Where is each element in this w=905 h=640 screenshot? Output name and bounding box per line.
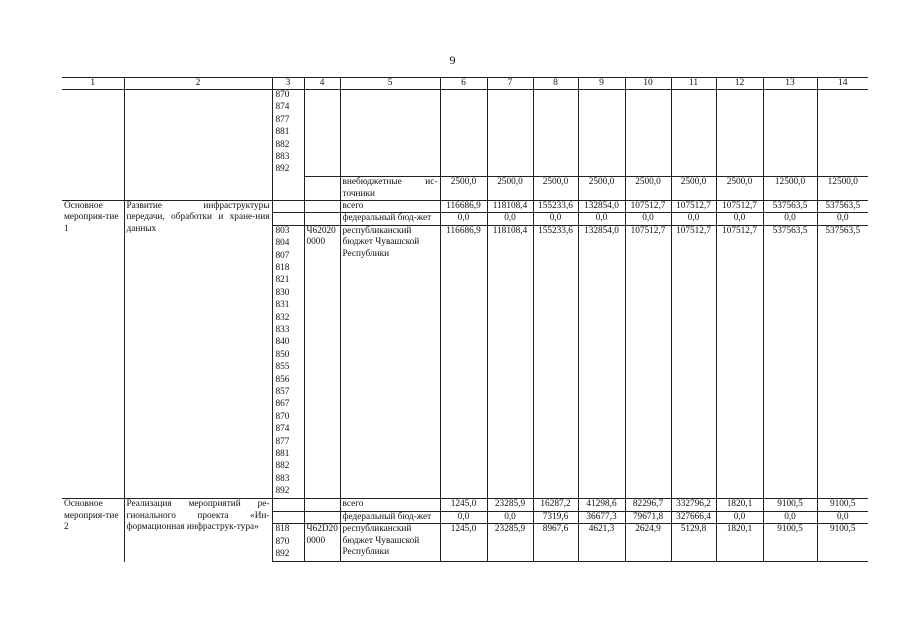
value-cell: 0,0: [716, 213, 763, 225]
budget-code: 883: [275, 151, 290, 162]
value-cell: 0,0: [763, 511, 817, 523]
budget-code: 882: [275, 461, 290, 472]
value-cell: [440, 90, 487, 177]
value-cell: 155233,6: [533, 201, 578, 213]
budget-code: 877: [275, 436, 290, 447]
column-header: 3: [272, 78, 304, 90]
column-header: 1: [62, 78, 124, 90]
value-cell: 2500,0: [625, 177, 671, 201]
value-cell: 0,0: [487, 511, 533, 523]
value-cell: 2500,0: [671, 177, 716, 201]
event-title: Развитие инфраструктуры передачи, обработки и хране-ния данных: [124, 201, 272, 499]
budget-code: 870: [275, 411, 290, 422]
budget-code: 830: [275, 287, 290, 298]
value-cell: 79671,8: [625, 511, 671, 523]
budget-code: 892: [275, 164, 290, 175]
value-cell: 537563,5: [763, 201, 817, 213]
value-cell: 0,0: [671, 213, 716, 225]
value-cell: 82296,7: [625, 499, 671, 511]
value-cell: [671, 90, 716, 177]
budget-code: 832: [275, 312, 290, 323]
value-cell: 9100,5: [817, 524, 868, 562]
value-cell: 0,0: [763, 213, 817, 225]
value-cell: 0,0: [578, 213, 625, 225]
value-cell: 107512,7: [716, 225, 763, 499]
value-cell: 36677,3: [578, 511, 625, 523]
column-header: 7: [487, 78, 533, 90]
kbk-cell: [304, 90, 340, 177]
value-cell: 12500,0: [817, 177, 868, 201]
value-cell: 0,0: [533, 213, 578, 225]
budget-code: 892: [275, 486, 290, 497]
budget-code: 874: [275, 102, 290, 113]
budget-code: 833: [275, 324, 290, 335]
budget-code: 881: [275, 448, 290, 459]
event1-total-row: [62, 201, 868, 213]
value-cell: 0,0: [817, 213, 868, 225]
column-header: 5: [340, 78, 440, 90]
value-cell: 16287,2: [533, 499, 578, 511]
budget-code: 881: [275, 127, 290, 138]
value-cell: 107512,7: [625, 201, 671, 213]
kbk-cell: [304, 213, 340, 225]
value-cell: 2624,9: [625, 524, 671, 562]
budget-table: [62, 77, 868, 562]
value-cell: 9100,5: [817, 499, 868, 511]
budget-code: 870: [275, 90, 290, 100]
value-cell: 332796,2: [671, 499, 716, 511]
value-cell: 0,0: [716, 511, 763, 523]
value-cell: 327666,4: [671, 511, 716, 523]
value-cell: 0,0: [440, 213, 487, 225]
value-cell: [763, 90, 817, 177]
value-cell: 1245,0: [440, 524, 487, 562]
budget-code: 831: [275, 300, 290, 311]
value-cell: 12500,0: [763, 177, 817, 201]
value-cell: 8967,6: [533, 524, 578, 562]
column-header: 14: [817, 78, 868, 90]
budget-code: 874: [275, 424, 290, 435]
value-cell: 4621,3: [578, 524, 625, 562]
value-cell: [817, 90, 868, 177]
event-title: Реализация мероприятий ре-гионального проекта «Ин-формационная инфраструк-тура»: [124, 499, 272, 562]
value-cell: 537563,5: [763, 225, 817, 499]
event-label-cell: [62, 90, 124, 177]
value-cell: 1820,1: [716, 524, 763, 562]
kbk-code: Ч62020 0000: [304, 225, 340, 499]
value-cell: [487, 90, 533, 177]
table-body: [62, 78, 868, 562]
value-cell: 132854,0: [578, 201, 625, 213]
value-cell: 537563,5: [817, 201, 868, 213]
funding-source-label: всего: [340, 201, 440, 213]
funding-source-label: федеральный бюд-жет: [340, 511, 440, 523]
column-header: 10: [625, 78, 671, 90]
value-cell: 537563,5: [817, 225, 868, 499]
value-cell: 9100,5: [763, 524, 817, 562]
kbk-cell: [304, 511, 340, 523]
value-cell: 23285,9: [487, 499, 533, 511]
value-cell: 0,0: [625, 213, 671, 225]
event-label: Основное мероприя-тие 1: [62, 201, 124, 499]
budget-code: 892: [275, 549, 290, 560]
budget-codes-cell: [272, 225, 304, 499]
event2-total-row: [62, 499, 868, 511]
kbk-cell: [304, 201, 340, 213]
budget-codes-cell: [272, 201, 304, 213]
budget-code: 882: [275, 139, 290, 150]
budget-code: 856: [275, 374, 290, 385]
value-cell: 41298,6: [578, 499, 625, 511]
budget-codes-cell: [272, 511, 304, 523]
funding-source-label: внебюджетные ис-точники: [340, 177, 440, 201]
column-header: 4: [304, 78, 340, 90]
value-cell: 9100,5: [763, 499, 817, 511]
value-cell: 0,0: [440, 511, 487, 523]
column-header: 2: [124, 78, 272, 90]
value-cell: 2500,0: [716, 177, 763, 201]
value-cell: 155233,6: [533, 225, 578, 499]
budget-code: 857: [275, 386, 290, 397]
funding-source-label: республиканский бюджет Чувашской Республики: [340, 225, 440, 499]
value-cell: 1820,1: [716, 499, 763, 511]
column-header: 11: [671, 78, 716, 90]
value-cell: 2500,0: [578, 177, 625, 201]
column-header: 12: [716, 78, 763, 90]
budget-code: 870: [275, 536, 290, 547]
event-title-cell: [124, 177, 272, 201]
column-header: 6: [440, 78, 487, 90]
budget-codes-cell: [272, 499, 304, 511]
budget-code: 803: [275, 225, 290, 236]
value-cell: 132854,0: [578, 225, 625, 499]
kbk-cell: [304, 499, 340, 511]
budget-codes-cell: [272, 213, 304, 225]
budget-codes-cell: [272, 177, 304, 201]
budget-code: 840: [275, 337, 290, 348]
kbk-cell: [304, 177, 340, 201]
budget-code: 877: [275, 114, 290, 125]
value-cell: 107512,7: [625, 225, 671, 499]
column-header: 8: [533, 78, 578, 90]
budget-code: 867: [275, 399, 290, 410]
value-cell: 0,0: [817, 511, 868, 523]
value-cell: [533, 90, 578, 177]
header-row: [62, 78, 868, 90]
value-cell: 23285,9: [487, 524, 533, 562]
page-number: 9: [449, 53, 456, 67]
event-label-cell: [62, 177, 124, 201]
value-cell: [625, 90, 671, 177]
value-cell: 2500,0: [440, 177, 487, 201]
value-cell: 107512,7: [671, 201, 716, 213]
event-title-cell: [124, 90, 272, 177]
continuation-codes-row: [62, 90, 868, 177]
value-cell: 118108,4: [487, 201, 533, 213]
budget-table-wrapper: [62, 77, 868, 562]
extrabudgetary-row: [62, 177, 868, 201]
budget-code: 804: [275, 238, 290, 249]
budget-code: 821: [275, 275, 290, 286]
value-cell: 118108,4: [487, 225, 533, 499]
budget-code: 855: [275, 362, 290, 373]
budget-code: 850: [275, 349, 290, 360]
funding-source-label: всего: [340, 499, 440, 511]
value-cell: 7319,6: [533, 511, 578, 523]
column-header: 9: [578, 78, 625, 90]
value-cell: 107512,7: [716, 201, 763, 213]
event-label: Основное мероприя-тие 2: [62, 499, 124, 562]
budget-code: 807: [275, 250, 290, 261]
funding-source-label: республиканский бюджет Чувашской Республики: [340, 524, 440, 562]
budget-code: 818: [275, 263, 290, 274]
budget-codes-cell: [272, 90, 304, 177]
budget-code: 818: [275, 524, 290, 535]
budget-codes-cell: [272, 524, 304, 562]
value-cell: 2500,0: [487, 177, 533, 201]
value-cell: 0,0: [487, 213, 533, 225]
funding-source-label: федеральный бюд-жет: [340, 213, 440, 225]
value-cell: [716, 90, 763, 177]
value-cell: 2500,0: [533, 177, 578, 201]
budget-code: 883: [275, 473, 290, 484]
value-cell: [578, 90, 625, 177]
kbk-code: Ч62D20 0000: [304, 524, 340, 562]
column-header: 13: [763, 78, 817, 90]
value-cell: 116686,9: [440, 201, 487, 213]
value-cell: 1245,0: [440, 499, 487, 511]
source-cell: [340, 90, 440, 177]
value-cell: 5129,8: [671, 524, 716, 562]
value-cell: 107512,7: [671, 225, 716, 499]
value-cell: 116686,9: [440, 225, 487, 499]
